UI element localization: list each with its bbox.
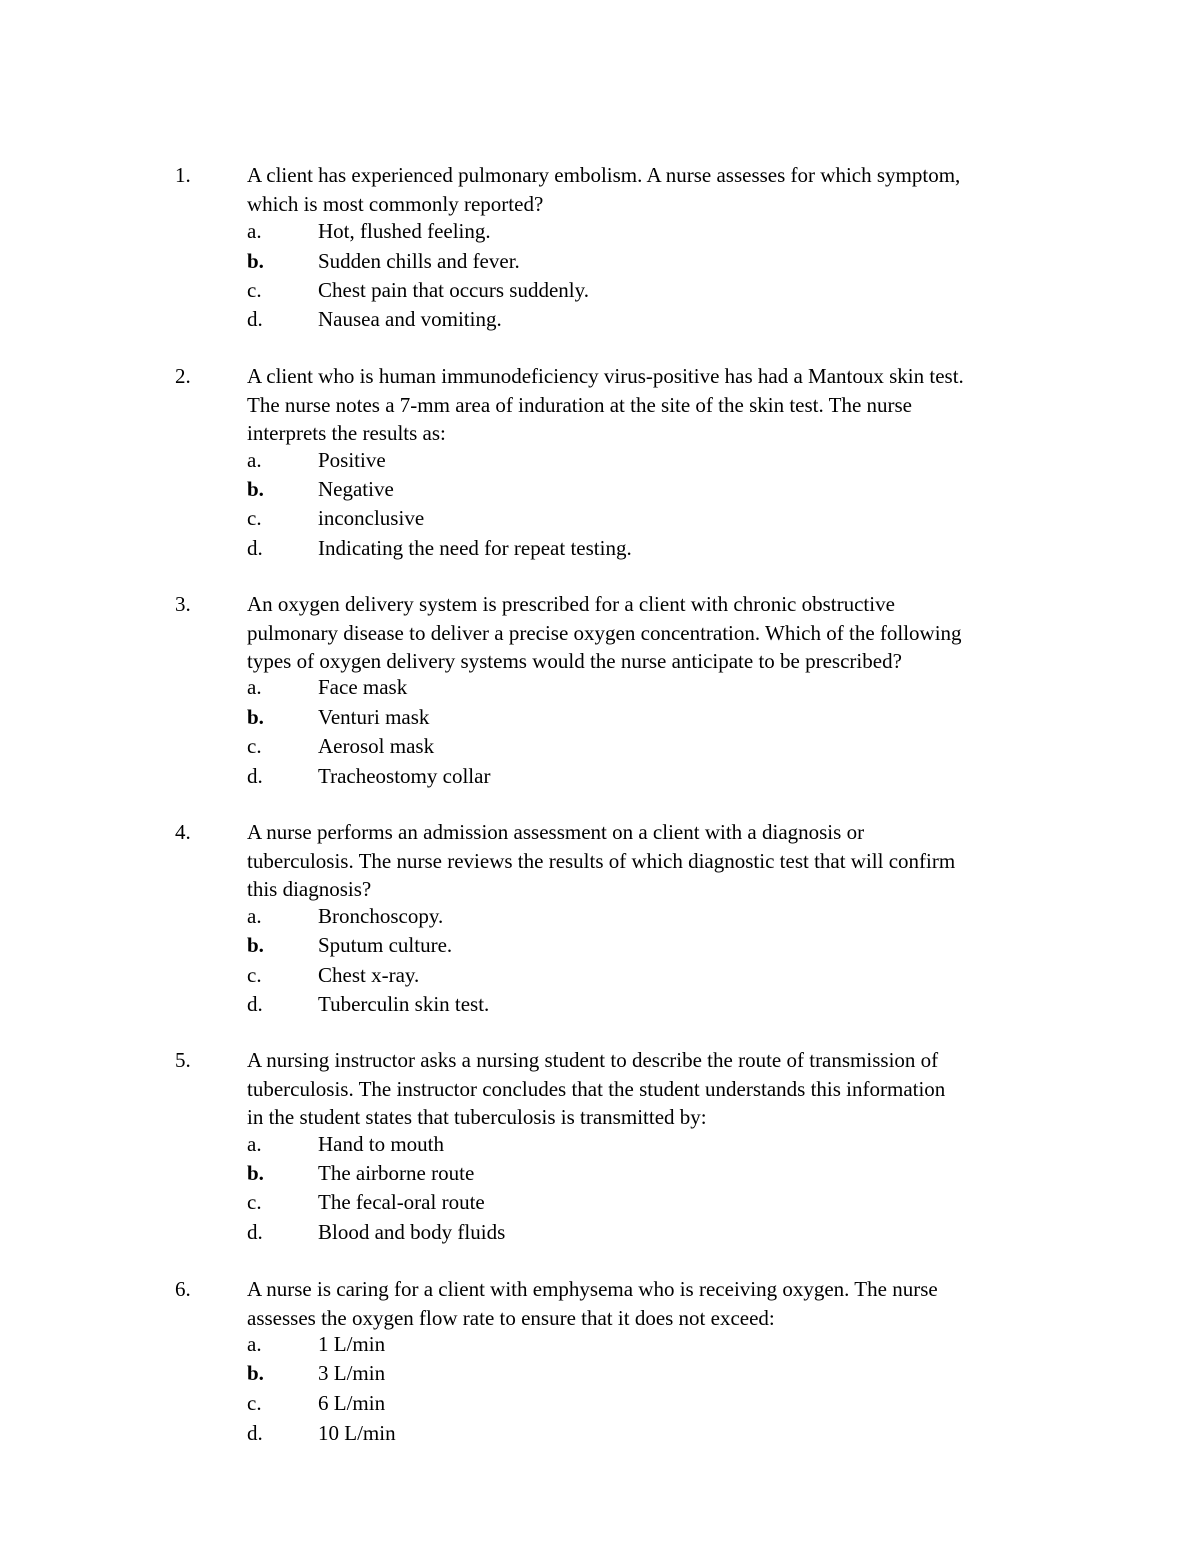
- option-letter: d.: [247, 992, 263, 1016]
- stem-line: interprets the results as:: [247, 421, 446, 445]
- stem-line: types of oxygen delivery systems would the nurse anticipate to be prescribed?: [247, 649, 902, 673]
- option-letter: a.: [247, 1332, 262, 1356]
- question-stem: [247, 1046, 1067, 1132]
- stem-line: tuberculosis. The nurse reviews the results of which diagnostic test that will confirm: [247, 848, 956, 873]
- stem-line: in the student states that tuberculosis is transmitted by:: [247, 1105, 707, 1129]
- option-letter: c.: [247, 963, 262, 987]
- option-letter: a.: [247, 904, 262, 928]
- question-stem: [247, 362, 1067, 448]
- option-text: Tuberculin skin test.: [318, 992, 490, 1016]
- option-letter: d.: [247, 307, 263, 331]
- option-letter: b.: [247, 1161, 264, 1185]
- option-letter: c.: [247, 734, 262, 758]
- question-number: 1.: [175, 163, 191, 187]
- option-letter: b.: [247, 705, 264, 729]
- stem-line: pulmonary disease to deliver a precise oxygen concentration. Which of the following: [247, 620, 962, 645]
- option-letter: d.: [247, 1421, 263, 1445]
- option-text: Tracheostomy collar: [318, 764, 491, 788]
- stem-line: which is most commonly reported?: [247, 191, 544, 216]
- option-letter: d.: [247, 764, 263, 788]
- option-text: Blood and body fluids: [318, 1220, 506, 1244]
- option-text: 3 L/min: [318, 1361, 386, 1385]
- option-letter: c.: [247, 1190, 262, 1214]
- stem-line: this diagnosis?: [247, 877, 372, 901]
- option-text: Chest pain that occurs suddenly.: [318, 278, 590, 302]
- question-stem: [247, 818, 1067, 904]
- option-text: Nausea and vomiting.: [318, 307, 502, 331]
- option-text: Chest x-ray.: [318, 963, 420, 987]
- question-stem: [247, 1275, 1067, 1332]
- option-text: Venturi mask: [318, 705, 430, 729]
- option-text: Sputum culture.: [318, 933, 453, 957]
- option-text: Aerosol mask: [318, 734, 435, 758]
- option-letter: b.: [247, 1361, 264, 1385]
- option-text: Positive: [318, 448, 386, 472]
- stem-line: tuberculosis. The instructor concludes that the student understands this information: [247, 1076, 946, 1101]
- option-text: inconclusive: [318, 506, 425, 530]
- question-number: 5.: [175, 1048, 191, 1072]
- option-text: Negative: [318, 477, 394, 501]
- option-text: 10 L/min: [318, 1421, 396, 1445]
- stem-line: A nurse is caring for a client with emphysema who is receiving oxygen. The nurse: [247, 1277, 938, 1301]
- option-text: The fecal-oral route: [318, 1190, 485, 1214]
- option-letter: b.: [247, 933, 264, 957]
- option-letter: c.: [247, 278, 262, 302]
- option-text: Hot, flushed feeling.: [318, 219, 491, 243]
- question-number: 4.: [175, 820, 191, 844]
- stem-line: The nurse notes a 7-mm area of induration at the site of the skin test. The nurse: [247, 392, 913, 417]
- option-letter: d.: [247, 536, 263, 560]
- stem-line: A nurse performs an admission assessment on a client with a diagnosis or: [247, 820, 865, 844]
- question-stem: [247, 590, 1067, 676]
- option-letter: b.: [247, 477, 264, 501]
- option-letter: a.: [247, 219, 262, 243]
- option-text: Face mask: [318, 675, 408, 699]
- option-letter: a.: [247, 448, 262, 472]
- option-letter: b.: [247, 249, 264, 273]
- option-letter: c.: [247, 506, 262, 530]
- option-text: The airborne route: [318, 1161, 475, 1185]
- question-number: 2.: [175, 364, 191, 388]
- question-stem: [247, 161, 1067, 218]
- option-text: Hand to mouth: [318, 1132, 444, 1156]
- stem-line: A client has experienced pulmonary embolism. A nurse assesses for which symptom,: [247, 163, 961, 187]
- question-number: 6.: [175, 1277, 191, 1301]
- option-text: 1 L/min: [318, 1332, 386, 1356]
- option-text: Sudden chills and fever.: [318, 249, 520, 273]
- option-text: Indicating the need for repeat testing.: [318, 536, 632, 560]
- option-letter: a.: [247, 1132, 262, 1156]
- stem-line: assesses the oxygen flow rate to ensure that it does not exceed:: [247, 1305, 775, 1330]
- stem-line: A client who is human immunodeficiency virus-positive has had a Mantoux skin test.: [247, 364, 964, 388]
- option-letter: a.: [247, 675, 262, 699]
- option-text: Bronchoscopy.: [318, 904, 444, 928]
- option-letter: c.: [247, 1391, 262, 1415]
- stem-line: An oxygen delivery system is prescribed for a client with chronic obstructive: [247, 592, 895, 616]
- option-text: 6 L/min: [318, 1391, 386, 1415]
- question-number: 3.: [175, 592, 191, 616]
- stem-line: A nursing instructor asks a nursing student to describe the route of transmission of: [247, 1048, 939, 1072]
- option-letter: d.: [247, 1220, 263, 1244]
